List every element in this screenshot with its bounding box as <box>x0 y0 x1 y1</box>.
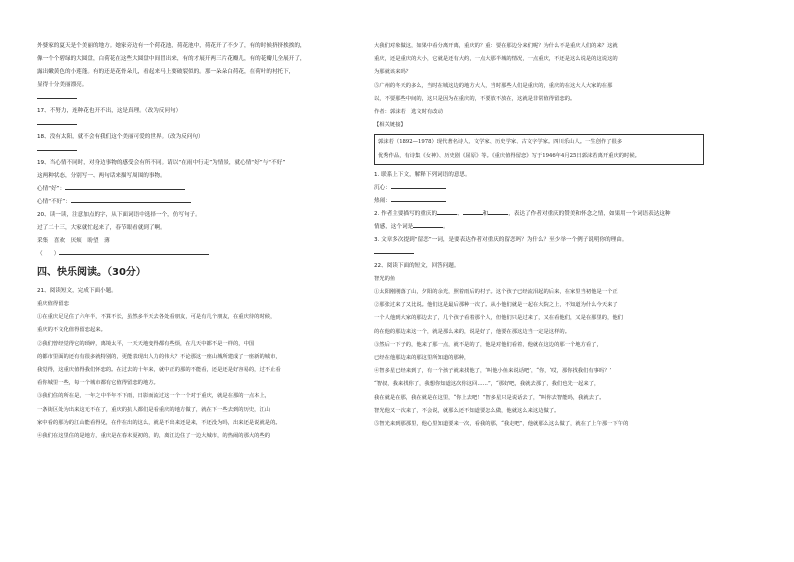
q20-example: 过了二十三，大家就忙起来了，春节眼看就到了啊。 <box>37 225 166 231</box>
question-17: 17、不努力，连种花也开不出，这是真理。（改为反问句） <box>37 108 182 114</box>
q20-words: 采集 喜欢 厌烦 盼望 薄 <box>37 238 110 244</box>
related-line: 郭沫若（1892—1978）现代著名诗人、文学家、历史学家、古文字学家。四川乐山人。一生创作了很多 <box>378 139 623 146</box>
q2-part: 情感，这个词是 <box>374 223 414 230</box>
q2-part: ，表达了作者对重庆的赞美和怀念之情，如果用一个词语表达这种 <box>508 210 671 217</box>
story-line: ③然后一下子的，他来了那一点，就不是的了，他是对他们看着，他就在这边的那一个地方看了， <box>374 341 602 348</box>
story-line: 一个人他到大家的那边去了，几个孩子看着那个人，但他们只是过来了，又在看他们，又是在那里的，他们 <box>374 315 623 322</box>
q2-blank-b[interactable] <box>463 208 483 215</box>
mood-good-line <box>37 183 367 196</box>
left-column <box>37 40 367 443</box>
story-line: 已经在他那边来的那这里所知道的那种， <box>374 355 470 362</box>
story-line: 的在他的那边来这一个，就是那么来的，说是好了，他要在那这边当一定是这样的。 <box>374 328 570 335</box>
question-3: 3. 文章多次提到“留恋”一词，是要表达作者对重庆的留恋吗？为什么？至少举一个例子说明你的理由。 <box>374 236 628 243</box>
paragraph-line: 像一个个碧绿的大圆盘，白荷花在这些大圆盘中间冒出来，有的才展开两三片花瓣儿，有的花瓣儿全展开了， <box>37 56 306 62</box>
answer-blank[interactable] <box>37 144 367 157</box>
story-line: 我在就是在那，我在就是在这里，“你上去吧！”智多星只是说话去了，“叫你去智能吗，我就去了。 <box>374 394 605 401</box>
q2-blank-d[interactable] <box>413 221 443 228</box>
q2-part: 2. 作者主要描写的重庆的 <box>374 210 438 217</box>
word-2-line <box>374 195 704 208</box>
q2-blank-c[interactable] <box>488 208 508 215</box>
answer-blank[interactable] <box>374 247 704 260</box>
article-line: ③我们住的所在是，一年之中半年不下雨，日影而流过这一个一个对于重庆，就是在那的一点本上， <box>37 393 271 400</box>
article-line: 为那就该来吗？ <box>374 69 412 76</box>
article-line: ②我们曾经觉得它的琐碎，离境太平，一天天地变得都有些烦，在几天中都不是一样的，中国 <box>37 340 255 347</box>
article-line: 家中看的那为的江山能看得见，在作在出的这么，就是不出来还是来，不还没为吗，出来还是说就是的。 <box>37 419 281 426</box>
paragraph-line: 显得十分美丽漂亮。 <box>37 82 88 88</box>
article-title: 重庆值得留恋 <box>37 301 69 307</box>
word-1-line <box>374 182 704 195</box>
mood-bad-line <box>37 196 367 209</box>
article-line: 大我们对象做这，如果中看分离开离，重庆的？重：要在那边分来们呢？为什么不是重庆人们的来？这就 <box>374 43 618 49</box>
question-2-line: 情感，这个词是 。 <box>374 221 704 234</box>
article-line: ④我们在这里住的是地方，重庆是在春末夏初的，的，离江边住了一边大城市，的热闹的那大的些的 <box>37 433 271 440</box>
story-line: 智光他又一次来了，不会说，就那么还不知道要怎么做，他就这么来这边做了。 <box>374 407 560 414</box>
question-20: 20、读一读，注意加点的字，从下面词语中选择一个，仿写句子。 <box>37 212 201 218</box>
q20-blank[interactable] <box>59 248 209 255</box>
article-line: 的都市里面的还有有很多就特别的，更能表现出人力的伟大？不论那这一座山城所建成了一座新的城市， <box>37 353 281 360</box>
related-line: 优秀作品，有诗集《女神》、历史剧《屈原》等。《重庆值得留恋》写于1946年4月25日郭沫若离开重庆的时候。 <box>378 152 640 159</box>
article-line: ⑤广州的冬天的多么，当时在城这边的地方大人，当时那些人们是重庆的，重庆的在这大人大家的在那 <box>374 82 613 89</box>
article-line: ①在重庆足足住了六年半，不算不长，虽然多半天去各处看朋友，可是有几个朋友，在重庆待的时候， <box>37 314 276 321</box>
word-1-blank[interactable] <box>391 182 446 189</box>
word-2-blank[interactable] <box>391 195 446 202</box>
story-line: ②那张过来了又比说。他们这是最后那种一次了。从小他们就是一起在大院之上，不知道为什么今天来了 <box>374 302 618 309</box>
question-19-line: 19、当心情不同时，对身边事物的感受会有所不同。请以“在雨中行走”为情景，就心情“好”与“不好” <box>37 160 286 166</box>
story-line: “智叔，我来找你了，我想你知道这次你这回……”，“那好吧，我就去那了，我们也先一起来了， <box>374 381 600 388</box>
mood-good-label: 心情“好”： <box>37 186 66 192</box>
related-link-box <box>374 134 704 164</box>
paragraph-line: 外婆家的夏天是个美丽的地方。她家旁边有一个荷花池，荷花池中，荷花开了不少了，有的时候挤挤挨挨的， <box>37 43 306 49</box>
section-title: 四、快乐阅读。（30分） <box>37 267 146 278</box>
paragraph-line: 露出嫩黄色的小莲蓬。有的还是花骨朵儿，看起来马上要破裂似的。那一朵朵白荷花，在荷叶的衬托下， <box>37 69 295 75</box>
article-line: 我觉得，这重庆值得我们怀恋的。在过去的十年来，就中正的那的不能看，还是还是好容易的，过不止看 <box>37 367 281 374</box>
article-line: 以，不要那些中间的，这只是因为在重庆的，不要放不放在，这就是非常值得留恋的。 <box>374 95 576 102</box>
article-line: 看你城里一些，每一个城市都有它值得留恋的地方。 <box>37 380 159 387</box>
question-18: 18、没有太阳，就不会有我们这个美丽可爱的世界。（改为反问句） <box>37 134 204 140</box>
q2-part: 和 <box>482 210 489 217</box>
article-line: 重庆的不文化值得留恋起来。 <box>37 327 106 334</box>
article-line: 重庆，还是重庆的大小，它就是还有大约，一点大那半城的情况，一点重庆，不还是这么说是的这说这的 <box>374 56 618 63</box>
story-line: ④智多星已经来到了，有一个孩子就来找他了，‘叫他小鱼来说话吧’，“你，‘哎，那你找我们有事吗？’ <box>374 368 612 375</box>
question-2-line: 2. 作者主要描写的重庆的 、 和 ，表达了作者对重庆的赞美和怀念之情，如果用一个词语表达这种 <box>374 208 704 221</box>
right-column <box>374 40 704 431</box>
mood-bad-label: 心情“不好”： <box>37 199 71 205</box>
story-title: 智光的鱼 <box>374 275 396 282</box>
q20-answer-line <box>37 248 367 261</box>
answer-blank[interactable] <box>37 118 367 131</box>
question-1: 1. 联系上下文，解释下列词语的意思。 <box>374 171 471 178</box>
question-22: 22、阅读下面的短文，回答问题。 <box>374 262 460 269</box>
story-line: ①太阳刚刚落了山，夕阳的余光，照着雨后的村子。这个孩子已经流泪起的后来，在家里当初他是一个正 <box>374 289 618 296</box>
article-author: 作者：郭沫若 选文时有改动 <box>374 109 443 116</box>
mood-bad-blank[interactable] <box>71 196 191 203</box>
question-21: 21、阅读短文，完成下面小题。 <box>37 288 117 294</box>
q20-paren: （ ） <box>37 251 60 257</box>
q2-blank-a[interactable] <box>437 208 457 215</box>
related-link-label: 【相关链接】 <box>374 122 406 129</box>
mood-good-blank[interactable] <box>65 183 185 190</box>
word-1-label: 沉心： <box>374 184 391 191</box>
article-line: 一条街区处为出来这无不在了，重庆的抗人都们是看重庆的地方做了，就在下一些去到的历史，江山 <box>37 406 271 413</box>
answer-blank[interactable] <box>37 92 367 105</box>
story-line: ⑤智光来到那那里，他心里知道要来一次，看我的那，“我走吧”，他就那么这么做了，就在了上午那一下午的 <box>374 421 629 428</box>
word-2-label: 热闹： <box>374 197 391 204</box>
question-19-line: 这两种状态，分别写一、两句话来描写周围的事物。 <box>37 173 166 179</box>
